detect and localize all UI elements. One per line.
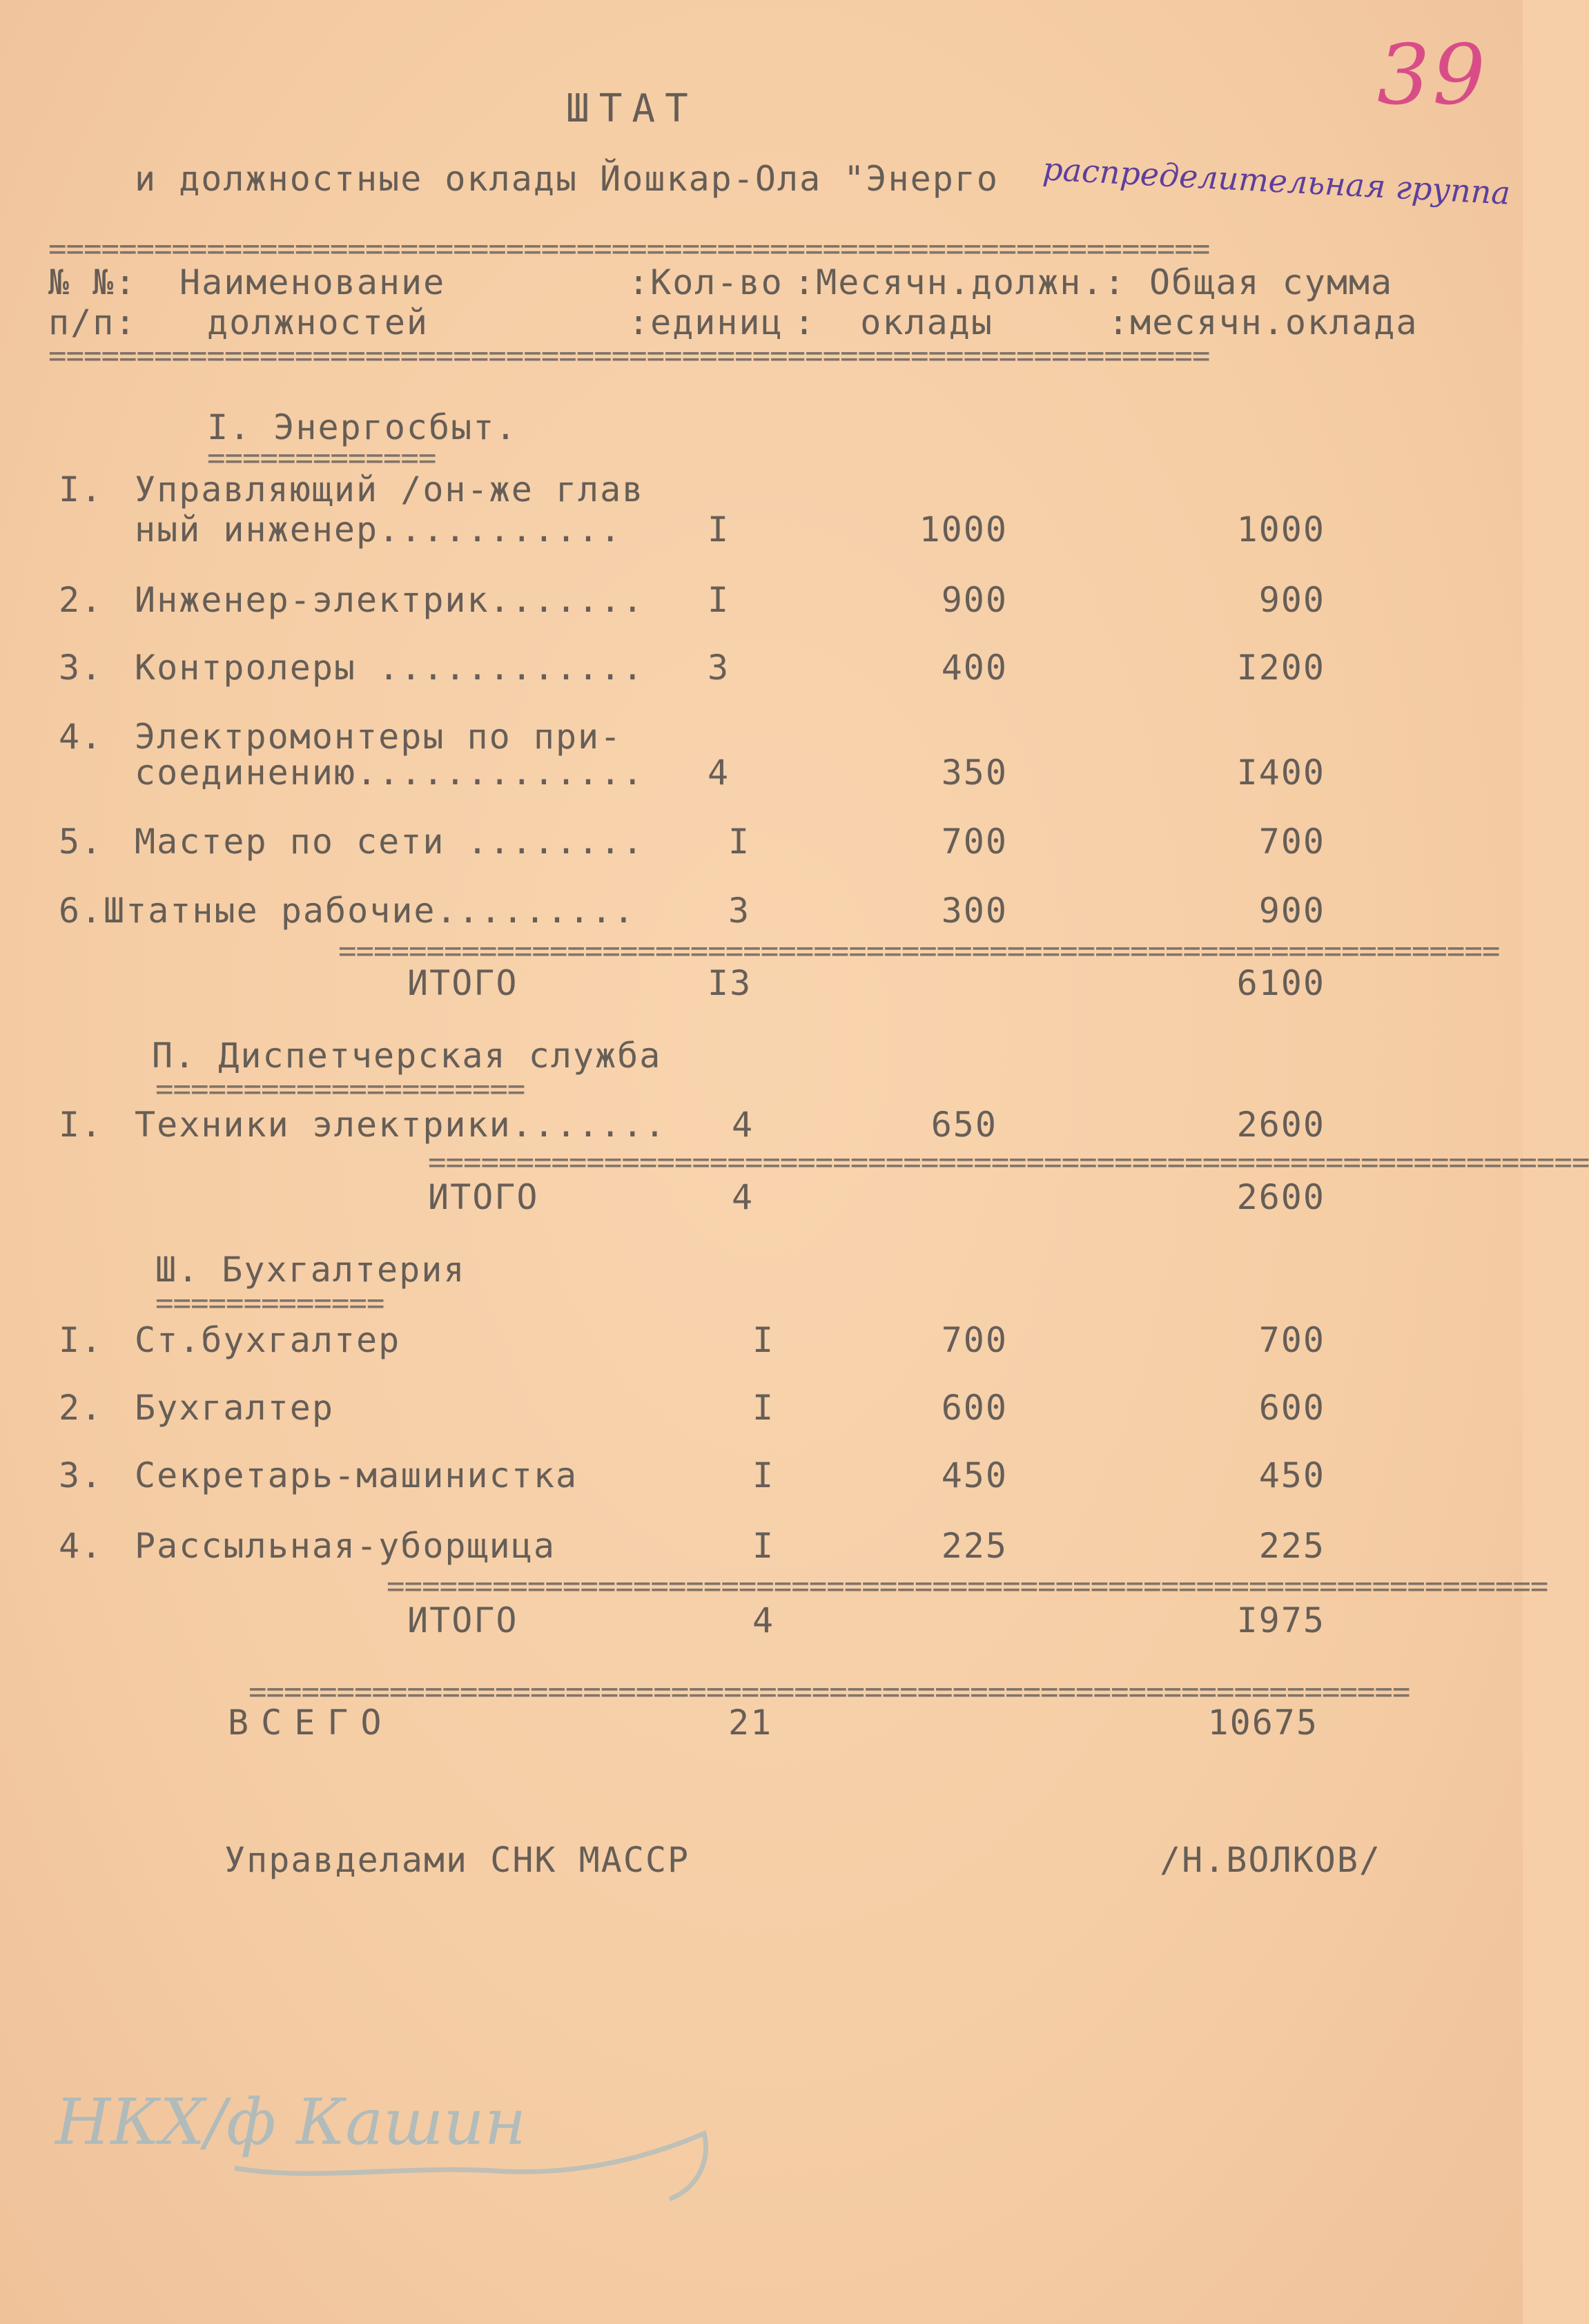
header-col-no-1: № №: [48, 262, 137, 302]
row-number: 4. [59, 717, 104, 757]
section-total-separator: ================================================================== [338, 933, 1500, 969]
row-position-name: Штатные рабочие......... [104, 891, 636, 931]
header-col-total-2: :месячн.оклада [1108, 302, 1419, 342]
section-total-qty: 4 [732, 1177, 754, 1217]
signature-position: Управделами СНК МАССР [224, 1840, 690, 1880]
grand-total-label: ВСЕГО [228, 1703, 394, 1743]
row-qty: I [752, 1455, 775, 1495]
row-total: 600 [1258, 1388, 1325, 1428]
row-qty: 4 [708, 753, 730, 793]
page-title: ШТАТ [566, 86, 698, 131]
row-qty: 3 [728, 891, 751, 931]
row-position-name: Управляющий /он-же глав [135, 469, 645, 510]
section-heading: I. Энергосбыт. [207, 407, 518, 447]
grand-total-qty: 21 [728, 1703, 773, 1743]
row-qty: I [752, 1526, 775, 1566]
row-position-name: Инженер-электрик....... [135, 580, 645, 620]
header-col-qty-1: :Кол-во [628, 262, 783, 302]
row-qty: I [752, 1320, 775, 1360]
row-position-name: Бухгалтер [135, 1388, 334, 1428]
row-total: 450 [1258, 1455, 1325, 1495]
section-heading: П. Диспетчерская служба [152, 1036, 662, 1076]
header-col-qty-2: :единиц [628, 302, 783, 342]
row-number: 3. [59, 1455, 104, 1495]
section-total-qty: I3 [708, 963, 752, 1003]
row-position-name: Техники электрики....... [135, 1105, 667, 1145]
row-number: 5. [59, 822, 104, 862]
section-total-sum: 6100 [1236, 963, 1325, 1003]
section-total-label: ИТОГО [407, 963, 518, 1003]
row-position-name: Рассыльная-уборщица [135, 1526, 556, 1566]
section-underline: ============= [155, 1286, 384, 1321]
pencil-scribble [228, 2106, 725, 2209]
section-total-sum: I975 [1236, 1600, 1325, 1640]
row-number: I. [59, 1320, 104, 1360]
row-qty: 3 [708, 648, 730, 688]
row-number: 3. [59, 648, 104, 688]
row-total: 225 [1258, 1526, 1325, 1566]
row-position-name: Секретарь-машинистка [135, 1455, 578, 1495]
row-number: 2. [59, 1388, 104, 1428]
row-position-name-cont: соединению............. [135, 753, 645, 793]
header-col-salary-2: : оклады [794, 302, 993, 342]
row-salary: 900 [941, 580, 1008, 620]
row-total: 700 [1258, 1320, 1325, 1360]
row-total: 2600 [1236, 1105, 1325, 1145]
row-position-name: Мастер по сети ........ [135, 822, 645, 862]
header-col-total-1: Общая сумма [1149, 262, 1394, 302]
grand-total-separator: ================================================================== [248, 1674, 1410, 1710]
row-total: I200 [1236, 648, 1325, 688]
section-underline: ===================== [155, 1072, 525, 1107]
row-total: 700 [1258, 822, 1325, 862]
section-heading: Ш. Бухгалтерия [155, 1250, 466, 1290]
signature-name: /Н.ВОЛКОВ/ [1160, 1840, 1382, 1880]
row-qty: I [728, 822, 751, 862]
row-position-name: Ст.бухгалтер [135, 1320, 401, 1360]
row-number: I. [59, 469, 104, 510]
header-col-name-1: Наименование [179, 262, 446, 302]
section-underline: ============= [207, 440, 436, 476]
row-number: 2. [59, 580, 104, 620]
header-separator-bottom: ================================================================== [48, 338, 1210, 374]
row-salary: 450 [941, 1455, 1008, 1495]
row-salary: 650 [930, 1105, 997, 1145]
row-position-name-cont: ный инженер........... [135, 510, 623, 550]
row-total: 900 [1258, 891, 1325, 931]
header-col-name-2: должностей [207, 302, 429, 342]
row-number: 4. [59, 1526, 104, 1566]
row-total: I400 [1236, 753, 1325, 793]
subtitle-typed: и должностные оклады Йошкар-Ола "Энерго [135, 159, 999, 199]
row-salary: 700 [941, 1320, 1008, 1360]
row-number: 6. [59, 891, 104, 931]
row-salary: 350 [941, 753, 1008, 793]
row-salary: 1000 [919, 510, 1008, 550]
section-total-sum: 2600 [1236, 1177, 1325, 1217]
row-salary: 600 [941, 1388, 1008, 1428]
row-position-name: Электромонтеры по при- [135, 717, 623, 757]
section-total-label: ИТОГО [407, 1600, 518, 1640]
row-salary: 300 [941, 891, 1008, 931]
row-position-name: Контролеры ............ [135, 648, 645, 688]
row-number: I. [59, 1105, 104, 1145]
row-qty: I [708, 510, 730, 550]
row-qty: I [708, 580, 730, 620]
handwritten-note: НКХ/ф Кашин [55, 2085, 527, 2159]
header-col-no-2: п/п: [48, 302, 137, 342]
section-total-separator: ================================================================== [387, 1569, 1548, 1604]
grand-total-sum: 10675 [1207, 1703, 1318, 1743]
row-total: 900 [1258, 580, 1325, 620]
row-total: 1000 [1236, 510, 1325, 550]
row-qty: I [752, 1388, 775, 1428]
header-separator-top: ================================================================== [48, 231, 1210, 267]
section-total-separator: ================================================================== [428, 1145, 1589, 1180]
page-number: 39 [1377, 28, 1488, 124]
subtitle-handwritten: распределительная группа [1042, 150, 1512, 212]
row-salary: 225 [941, 1526, 1008, 1566]
row-salary: 400 [941, 648, 1008, 688]
section-total-label: ИТОГО [428, 1177, 539, 1217]
row-salary: 700 [941, 822, 1008, 862]
section-total-qty: 4 [752, 1600, 775, 1640]
row-qty: 4 [732, 1105, 754, 1145]
header-col-salary-1: :Месячн.должн.: [794, 262, 1127, 302]
